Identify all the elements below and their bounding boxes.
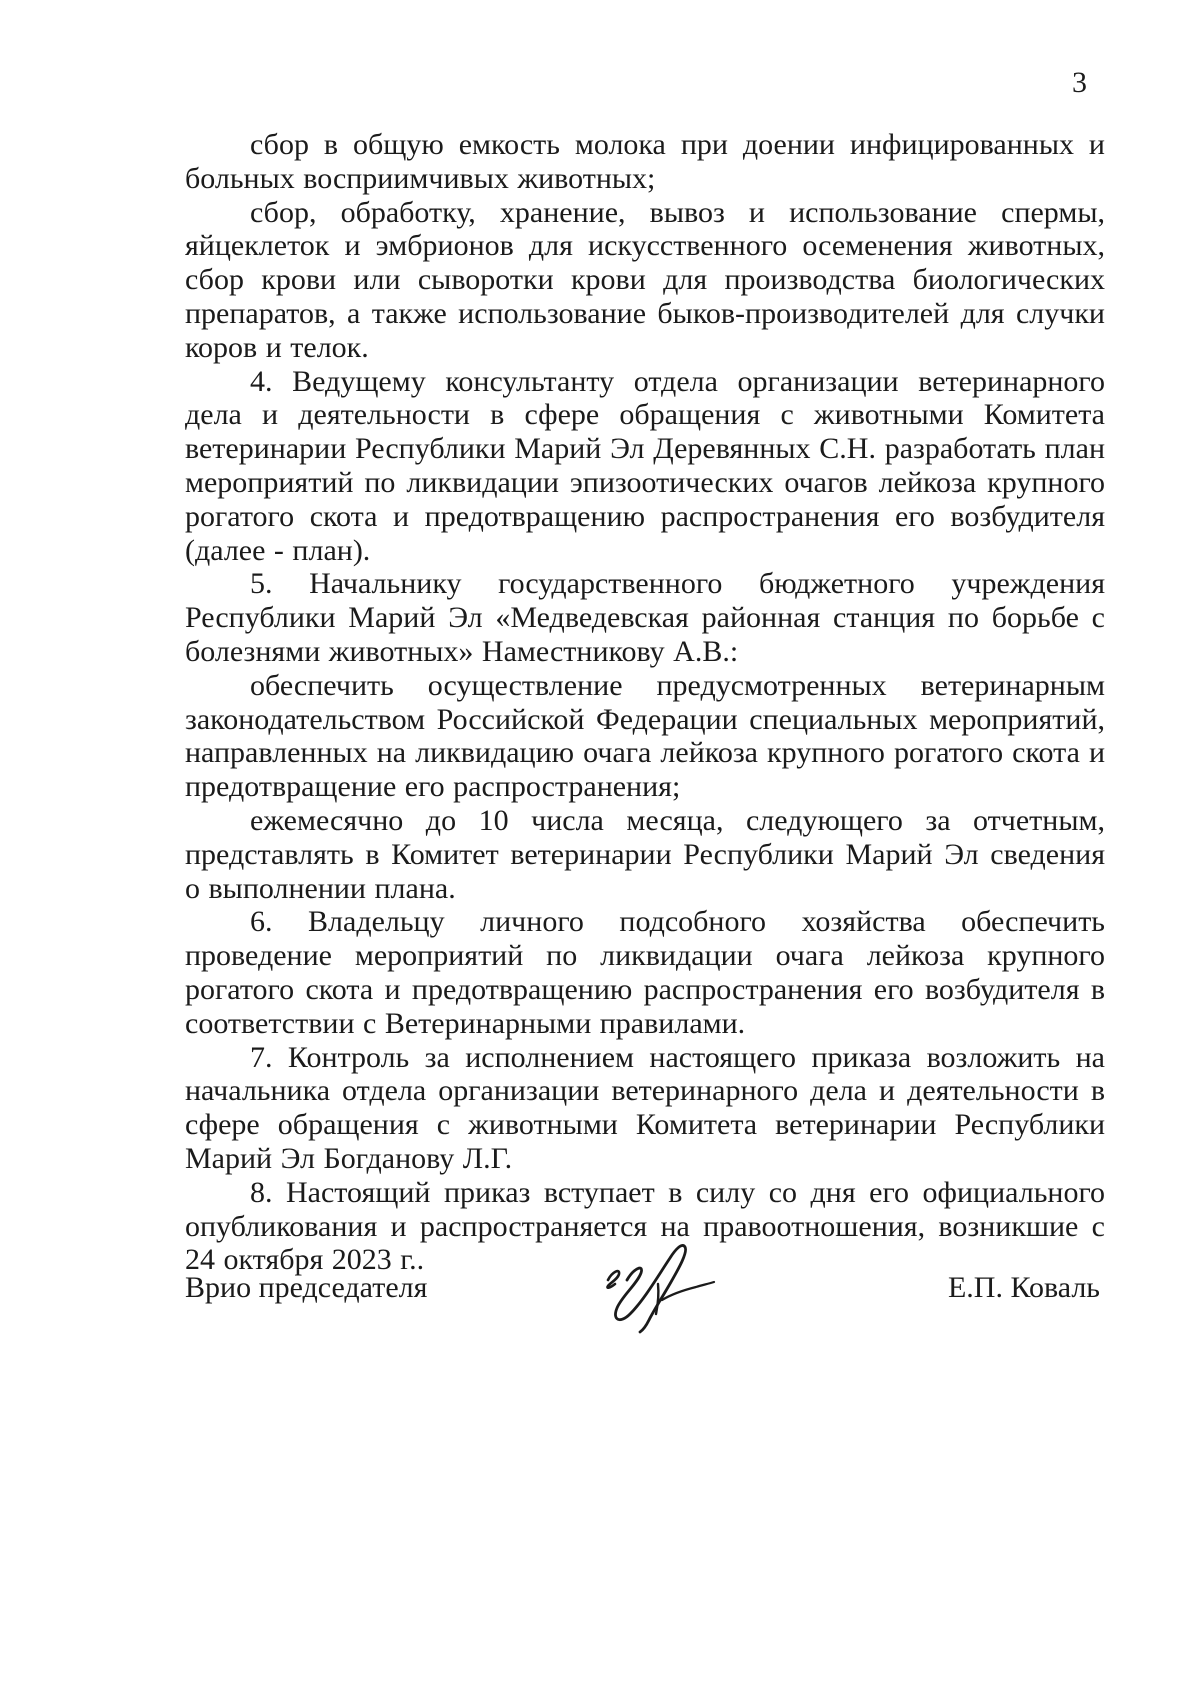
handwritten-signature-icon bbox=[596, 1236, 726, 1340]
signer-name: Е.П. Коваль bbox=[947, 1271, 1100, 1304]
paragraph-item-6: 6. Владельцу личного подсобного хозяйства обеспечить проведение мероприятий по ликвидации очага лейкоза крупного рогатого скота и предотвращению распространения его возбудителя в соответствии с Ветеринарными правилами. bbox=[185, 905, 1105, 1040]
signer-title: Врио председателя bbox=[185, 1271, 428, 1304]
paragraph-milk-collection: сбор в общую емкость молока при доении инфицированных и больных восприимчивых животных; bbox=[185, 128, 1105, 195]
page-number: 3 bbox=[1072, 66, 1087, 99]
paragraph-item-8: 8. Настоящий приказ вступает в силу со дня его официального опубликования и распространяется на правоотношения, возникшие с 24 октября 2023 г.. bbox=[185, 1175, 1105, 1277]
paragraph-item-4: 4. Ведущему консультанту отдела организации ветеринарного дела и деятельности в сфере обращения с животными Комитета ветеринарии Республики Марий Эл Деревянных С.Н. разработать план мероприятий по ликвидации эпизоотических очагов лейкоза крупного рогатого скота и предотвращению распространения его возбудителя (далее - план). bbox=[185, 364, 1105, 567]
paragraph-item-5-sub-1: обеспечить осуществление предусмотренных ветеринарным законодательством Российской Федерации специальных мероприятий, направленных на ликвидацию очага лейкоза крупного рогатого скота и предотвращение его распространения; bbox=[185, 668, 1105, 804]
document-body bbox=[185, 128, 1105, 1277]
paragraph-item-7: 7. Контроль за исполнением настоящего приказа возложить на начальника отдела организации ветеринарного дела и деятельности в сфере обращения с животными Комитета ветеринарии Республики Марий Эл Богданову Л.Г. bbox=[185, 1040, 1105, 1175]
paragraph-item-5-sub-2: ежемесячно до 10 числа месяца, следующего за отчетным, представлять в Комитет ветеринарии Республики Марий Эл сведения о выполнении плана. bbox=[185, 803, 1105, 905]
paragraph-item-5: 5. Начальнику государственного бюджетного учреждения Республики Марий Эл «Медведевская районная станция по борьбе с болезнями животных» Наместникову А.В.: bbox=[185, 567, 1105, 668]
paragraph-sperm-collection: сбор, обработку, хранение, вывоз и использование спермы, яйцеклеток и эмбрионов для искусственного осеменения животных, сбор крови или сыворотки крови для производства биологических препаратов, а также использование быков-производителей для случки коров и телок. bbox=[185, 195, 1105, 364]
